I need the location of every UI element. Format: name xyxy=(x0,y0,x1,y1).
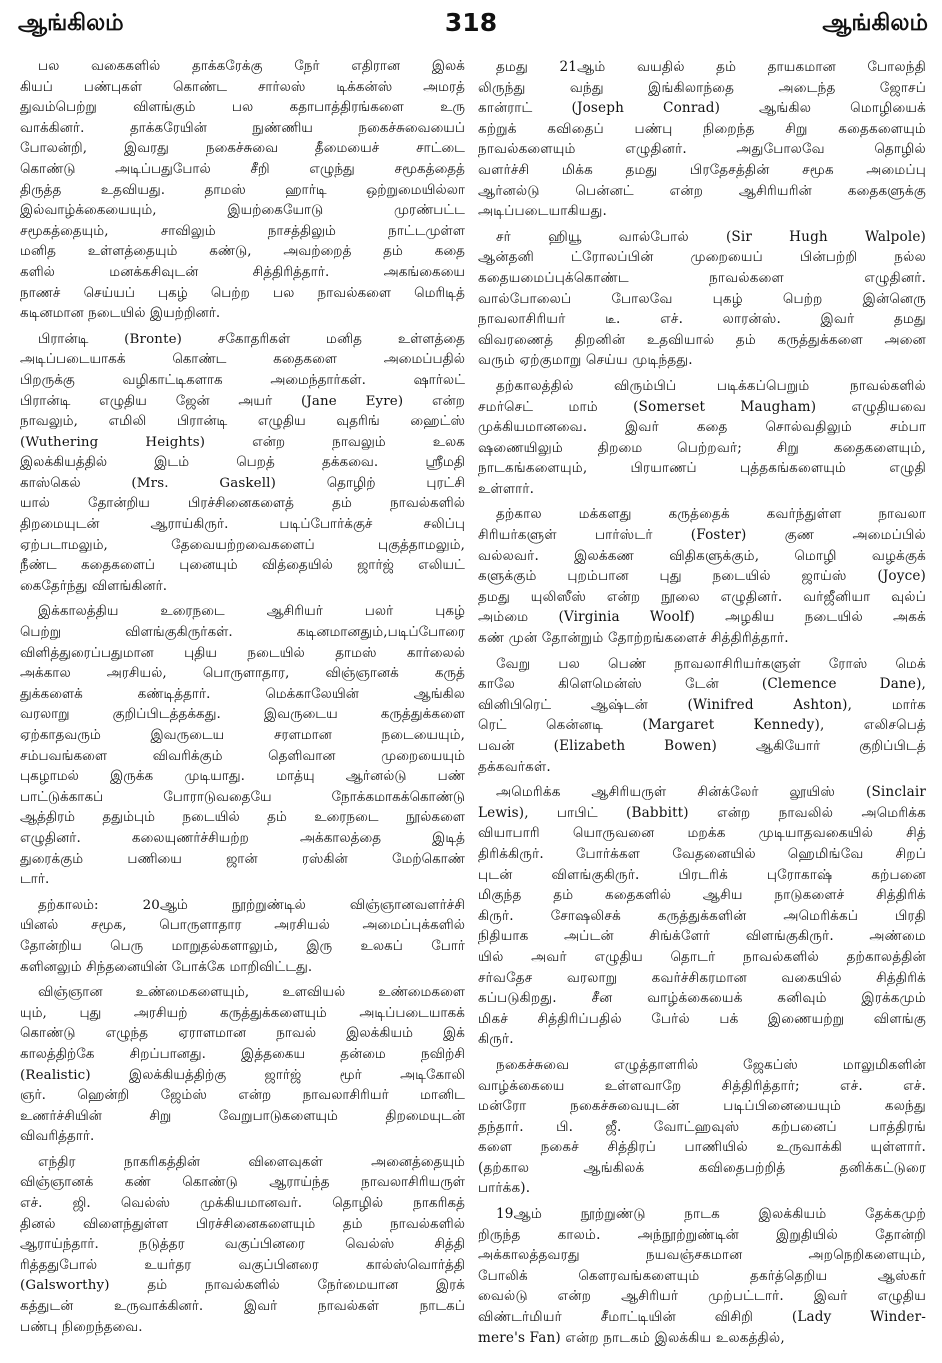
text-line: சர்வதேச வரலாறு கவர்ச்சிகரமான வகையில் சித்திரிக் xyxy=(478,969,926,986)
text-line: நாணச் செய்யப் புகழ் பெற்ற பல நாவல்களை மெரிடித் xyxy=(20,285,465,301)
text-line: போலிக் கௌரவங்களையும் தகர்த்தெறிய ஆஸ்கர் xyxy=(478,1267,926,1284)
text-line: முக்கியமானவை. இவர் கதை சொல்வதிலும் சம்பா xyxy=(478,419,926,436)
text-line: பிறருக்கு வழிகாட்டிகளாக அமைந்தார்கள். ஷார்லட் xyxy=(20,372,465,388)
text-line: கான்ராட் (Joseph Conrad) ஆங்கில மொழியைக் xyxy=(478,100,926,117)
header-title-left: ஆங்கிலம் xyxy=(18,10,124,36)
text-line: களை நகைச் சித்திரப் பாணியில் உருவாக்கி யுள்ளார். xyxy=(478,1139,926,1156)
text-line: ஆத்திரம் ததும்பும் நடையில் தம் உரைநடை நூல்களை xyxy=(20,810,465,826)
paragraph xyxy=(20,602,465,890)
text-line: விளித்துரைப்பதுமான புதிய நடையில் தாமஸ் கார்லைல் xyxy=(20,645,465,661)
text-line: வேறு பல பெண் நாவலாசிரியர்களுள் ரோஸ் மெக் xyxy=(496,655,926,672)
text-line: விவரணைத் திறனின் உதவியால் தம் கருத்துக்களை அனை xyxy=(478,331,926,348)
text-line: புடன் விளங்குகிருர். பிரடரிக் புரோகாஷ் கற்பனை xyxy=(478,866,926,883)
text-line: உள்ளார். xyxy=(478,480,535,497)
text-line: அக்காலத்தவரது நயவஞ்சகமான அறநெறிகளையும், xyxy=(478,1247,926,1264)
text-line: யும், புது அரசியற் கருத்துக்களையும் அடிப்படையாகக் xyxy=(20,1005,465,1021)
left-column xyxy=(20,57,465,1343)
paragraph xyxy=(20,1153,465,1338)
text-line: விஞ்ஞானக் கண் கொண்டு ஆராய்ந்த நாவலாசிரியருள் xyxy=(20,1175,465,1191)
text-line: றிருந்த காலம். அந்நூற்றுண்டின் இறுதியில் தோன்றி xyxy=(478,1226,926,1243)
text-line: ஏற்படாமலும், தேவையற்றவைகளைப் புகுத்தாமலும், xyxy=(20,537,465,553)
text-line: உணர்ச்சியின் சிறு வேறுபாடுகளையும் திறமையுடன் xyxy=(20,1108,465,1124)
text-line: அமெரிக்க ஆசிரியருள் சின்க்லேர் லூயிஸ் (Sinclair xyxy=(496,784,926,801)
text-line: நாவலாசிரியர் டீ. எச். லாரன்ஸ். இவர் தமது xyxy=(478,311,926,328)
paragraph xyxy=(478,57,926,222)
text-line: பல வகைகளில் தாக்கரேக்கு நேர் எதிரான இலக் xyxy=(38,59,465,74)
text-line: யால் தோன்றிய பிரச்சினைகளைத் தம் நாவல்களில் xyxy=(20,496,465,512)
text-line: மன்ரோ நகைச்சுவையுடன் படிப்பினையையும் கலந்து xyxy=(478,1098,926,1115)
page-number: 318 xyxy=(444,8,498,37)
text-line: களுக்கும் புறம்பான புது நடையில் ஜாய்ஸ் (Joyce) xyxy=(478,568,926,585)
text-line: ரெட் கென்னடி (Margaret Kennedy), எலிசபெத் xyxy=(478,717,926,734)
text-line: நீண்ட கதைகளைப் புனையும் வித்தையில் ஜார்ஜ் எலியட் xyxy=(20,558,465,574)
text-line: அம்மை (Virginia Woolf) அழகிய நடையில் அகக் xyxy=(478,609,926,626)
paragraph xyxy=(20,57,465,325)
text-line: டார். xyxy=(20,872,50,888)
text-line: வைல்டு என்ற ஆசிரியர் முற்பட்டார். இவர் எழுதிய xyxy=(478,1288,926,1305)
text-line: போலன்றி, இவரது நகைச்சுவை தீமையைச் சாட்டை xyxy=(20,141,465,157)
text-line: ஞர். ஹென்றி ஜேம்ஸ் என்ற நாவலாசிரியர் மானிட xyxy=(20,1088,465,1104)
paragraph xyxy=(20,896,465,978)
text-line: தமது யுலிஸீஸ் என்ற நூலை எழுதினர். வர்ஜீனியா வுல்ப் xyxy=(478,588,926,605)
text-line: பிரான்டி (Bronte) சகோதரிகள் மனித உள்ளத்தை xyxy=(38,331,465,347)
text-line: திரிக்கிருர். போர்க்கள வேதனையில் ஹெமிங்வே சிறப் xyxy=(478,845,926,862)
text-line: வால்போலைப் போலவே புகழ் பெற்ற இன்னெரு xyxy=(478,290,926,307)
paragraph xyxy=(478,376,926,500)
text-line: கண் முன் தோன்றும் தோற்றங்களைச் சித்திரித்தார். xyxy=(478,630,789,647)
text-line: தற்கால மக்களது கருத்தைக் கவர்ந்துள்ள நாவலா xyxy=(496,506,926,523)
text-line: எச். ஜி. வெல்ஸ் முக்கியமானவர். தொழில் நாகரிகத் xyxy=(20,1196,465,1212)
text-line: கொண்டு அடிப்பதுபோல் சீறி எழுந்து சமூகத்தைத் xyxy=(20,161,465,177)
text-line: இக்காலத்திய உரைநடை ஆசிரியர் பலர் புகழ் xyxy=(38,604,465,620)
text-line: பார்க்க). xyxy=(478,1180,531,1197)
paragraph xyxy=(478,654,926,778)
text-line: தினல் விளைந்துள்ள பிரச்சினைகளையும் தம் நாவல்களில் xyxy=(20,1216,465,1232)
text-line: சமூகத்தையும், சாவிலும் நாசத்திலும் நாட்டமுள்ள xyxy=(20,223,465,239)
text-line: மிகுந்த தம் கதைகளில் ஆசிய நாடுகளைச் சித்திரிக் xyxy=(478,887,926,904)
text-line: தக்கவர்கள். xyxy=(478,758,551,775)
text-line: வரலாறு குறிப்பிடத்தக்கது. இவருடைய கருத்துக்களை xyxy=(20,707,465,723)
text-line: வளர்ச்சி மிக்க தமது பிரதேசத்தின் சமூக அமைப்பு xyxy=(478,161,926,178)
text-line: எழுதினர். கலையுணர்ச்சியற்ற அக்காலத்தை இடித் xyxy=(20,830,465,846)
text-line: இல்வாழ்க்கையையும், இயற்கையோடு முரண்பட்ட xyxy=(20,203,465,219)
text-line: பெற்று விளங்குகிருர்கள். கடினமானதும்,படிப்போரை xyxy=(20,625,465,641)
text-line: கடினமான நடையில் இயற்றினர். xyxy=(20,306,221,322)
text-line: ஏற்காதவரும் இவருடைய சரளமான நடையையும், xyxy=(20,728,465,743)
text-line: பண்பு நிறைந்தவை. xyxy=(20,1319,143,1335)
text-line: பவன் (Elizabeth Bowen) ஆகியோர் குறிப்பிடத் xyxy=(478,738,926,754)
text-line: மனித உள்ளத்தையும் கண்டு, அவற்றைத் தம் கதை xyxy=(20,244,465,260)
text-line: ஆர்னல்டு பென்னட் என்ற ஆசிரியரின் கதைகளுக்கு xyxy=(478,182,926,199)
text-line: இலக்கியத்தில் இடம் பெறத் தக்கவை. ஸ்ரீமதி xyxy=(20,455,465,471)
text-line: பாட்டுக்காகப் போராடுவதையே நோக்கமாகக்கொண்டு xyxy=(20,789,465,805)
text-line: தந்தார். பி. ஜீ. வோட்ஹவுஸ் கற்பனைப் பாத்திரங் xyxy=(478,1118,926,1135)
text-line: பிரான்டி எழுதிய ஜேன் அயர் (Jane Eyre) என்ற xyxy=(20,393,465,409)
text-line: நிதியாக அப்டன் சிங்க்ளேர் விளங்குகிருர். அண்மை xyxy=(478,928,926,945)
text-line: காலே கிளெமென்ஸ் டேன் (Clemence Dane), xyxy=(478,676,926,693)
text-line: துரைக்கும் பணியை ஜான் ரஸ்கின் மேற்கொண் xyxy=(20,851,465,867)
text-line: நாடகங்களையும், பிரயாணப் புத்தகங்களையும் எழுதி xyxy=(478,460,926,477)
paragraph xyxy=(20,983,465,1148)
text-line: வரும் ஏற்குமாறு செய்ய முடிந்தது. xyxy=(478,352,693,369)
header-title-right: ஆங்கிலம் xyxy=(822,10,928,36)
text-line: விண்டர்மியர் சீமாட்டியின் விசிறி (Lady Winder- xyxy=(478,1309,926,1326)
text-line: அடிப்படையாகக் கொண்ட கதைகளை அமைப்பதில் xyxy=(20,352,465,368)
text-line: சம்பவங்களை விவரிக்கும் தெளிவான முறையையும் xyxy=(20,748,465,764)
text-line: கதையமைப்புக்கொண்ட நாவல்களை எழுதினர். xyxy=(478,269,926,286)
text-line: திருத்த உதவியது. தாமஸ் ஹார்டி ஒற்றுமையில்லா xyxy=(20,182,465,198)
text-line: எந்திர நாகரிகத்தின் விளைவுகள் அனைத்தையும் xyxy=(38,1154,465,1170)
text-line: அக்கால அரசியல், பொருளாதார, விஞ்ஞானக் கருத் xyxy=(20,666,465,682)
text-line: mere's Fan) என்ற நாடகம் இலக்கிய உலகத்தில், xyxy=(478,1329,785,1346)
text-line: சிரியர்களுள் பார்ஸ்டர் (Foster) குண அமைப்பில் xyxy=(478,527,926,544)
text-line: (Realistic) இலக்கியத்திற்கு ஜார்ஜ் மூர் அடிகோலி xyxy=(20,1067,465,1083)
text-line: கற்றுக் கவிதைப் பண்பு நிறைந்த சிறு கதைகளையும் xyxy=(478,120,926,137)
text-line: கொண்டு எழுந்த ஏராளமான நாவல் இலக்கியம் இக் xyxy=(20,1026,465,1042)
text-line: தற்காலத்தில் விரும்பிப் படிக்கப்பெறும் நாவல்களில் xyxy=(496,377,926,394)
text-line: (Galsworthy) தம் நாவல்களில் நேர்மையான இரக் xyxy=(20,1278,465,1294)
text-line: காலத்திற்கே சிறப்பானது. இத்தகைய தன்மை நவிற்சி xyxy=(20,1046,465,1062)
text-line: ரித்ததுபோல் உயர்தர வகுப்பினரை கால்ஸ்வொர்த்தி xyxy=(20,1257,465,1273)
paragraph xyxy=(478,1204,926,1348)
text-line: ஆராய்ந்தார். நடுத்தர வகுப்பினரை வெல்ஸ் சித்தி xyxy=(20,1237,465,1253)
text-line: நாவல்களையும் எழுதினர். அதுபோலவே தொழில் xyxy=(478,141,926,158)
right-column xyxy=(478,57,926,1353)
text-line: யில் அவர் எழுதிய தொடர் நாவல்களில் தற்காலத்தின் xyxy=(478,948,926,965)
text-line: சமர்செட் மாம் (Somerset Maugham) எழுதியவை xyxy=(478,398,926,415)
paragraph xyxy=(478,782,926,1050)
text-line: நாவலும், எமிலி பிரான்டி எழுதிய வுதரிங் ஹைட்ஸ் xyxy=(20,414,465,430)
text-line: காஸ்கெல் (Mrs. Gaskell) தொழிற் புரட்சி xyxy=(20,475,465,491)
paragraph xyxy=(20,330,465,598)
text-line: Lewis), பாபிட் (Babbitt) என்ற நாவலில் அமெரிக்க xyxy=(478,804,926,821)
paragraph xyxy=(478,227,926,371)
text-line: கிருர். xyxy=(478,1031,514,1048)
text-line: கப்படுகிறது. சீன வாழ்க்கையைக் கனிவும் இரக்கமும் xyxy=(478,990,926,1007)
text-line: தமது 21ஆம் வயதில் தம் தாயகமான போலந்தி xyxy=(496,59,926,75)
paragraph xyxy=(478,1055,926,1199)
text-line: துக்களைக் கண்டித்தார். மெக்காலேயின் ஆங்கில xyxy=(20,686,465,702)
text-line: (Wuthering Heights) என்ற நாவலும் உலக xyxy=(20,434,465,450)
text-line: அடிப்படையாகியது. xyxy=(478,203,608,220)
text-line: மிகச் சித்திரிப்பதில் பேர்ல் பக் இணையற்று விளங்கு xyxy=(478,1010,926,1027)
text-line: தற்காலம்: 20ஆம் நூற்றுண்டில் விஞ்ஞானவளர்ச்சி xyxy=(38,897,465,913)
text-line: யினல் சமூக, பொருளாதார அரசியல் அமைப்புக்களில் xyxy=(20,918,465,934)
text-line: திறமையுடன் ஆராய்கிருர். படிப்போர்க்குச் சலிப்பு xyxy=(20,517,465,533)
text-line: தோன்றிய பெரு மாறுதல்களாலும், இரு உலகப் போர் xyxy=(20,938,465,954)
text-line: நகைச்சுவை எழுத்தாளரில் ஜேகப்ஸ் மாலுமிகளின் xyxy=(496,1056,926,1073)
text-line: வினிபிரெட் ஆஷ்டன் (Winifred Ashton), மார்க xyxy=(478,696,926,713)
text-line: வியாபாரி யொருவனை மறக்க முடியாதவகையில் சித் xyxy=(478,825,926,842)
text-line: லிருந்து வந்து இங்கிலாந்தை அடைந்த ஜோசப் xyxy=(478,79,926,96)
text-line: கிருர். சோஷலிசக் கருத்துக்களின் அமெரிக்கப் பிரதி xyxy=(478,907,926,924)
text-line: துவம்பெற்று விளங்கும் பல கதாபாத்திரங்களை உரு xyxy=(20,100,465,116)
text-line: சர் ஹியூ வால்போல் (Sir Hugh Walpole) xyxy=(496,228,926,245)
text-line: கத்துடன் உருவாக்கினர். இவர் நாவல்கள் நாடகப் xyxy=(20,1299,465,1315)
text-line: விவரித்தார். xyxy=(20,1129,95,1145)
paragraph xyxy=(478,504,926,648)
text-line: வாக்கினர். தாக்கரேயின் நுண்ணிய நகைச்சுவையைப் xyxy=(20,120,465,136)
text-line: வல்லவர். இலக்கண விதிகளுக்கும், மொழி வழக்குக் xyxy=(478,547,926,564)
running-header xyxy=(0,6,942,46)
text-line: கியப் பண்புகள் கொண்ட சார்லஸ் டிக்கன்ஸ் அமரத் xyxy=(20,79,465,95)
text-line: கைதேர்ந்து விளங்கினர். xyxy=(20,578,168,594)
text-line: ஷணையிலும் திறமை பெற்றவர்; சிறு கதைகளையும், xyxy=(478,439,926,456)
text-line: (தற்கால ஆங்கிலக் கவிதைபற்றித் தனிக்கட்டுரை xyxy=(478,1159,926,1176)
text-line: களில் மனக்கசிவுடன் சித்திரித்தார். அகங்கையை xyxy=(20,264,465,280)
text-line: புகழாமல் இருக்க முடியாது. மாத்யு ஆர்னல்டு பண் xyxy=(20,769,465,785)
text-line: ஆன்தனி ட்ரோலப்பின் முறையைப் பின்பற்றி நல்ல xyxy=(478,249,926,266)
text-line: களினலும் சிந்தனையின் போக்கே மாறிவிட்டது. xyxy=(20,959,313,975)
text-line: விஞ்ஞான உண்மைகளையும், உளவியல் உண்மைகளை xyxy=(38,985,465,1001)
text-line: 19ஆம் நூற்றுண்டு நாடக இலக்கியம் தேக்கமுற் xyxy=(496,1206,926,1223)
text-line: வாழ்க்கையை உள்ளவாறே சித்திரித்தார்; எச். எச். xyxy=(478,1077,926,1094)
